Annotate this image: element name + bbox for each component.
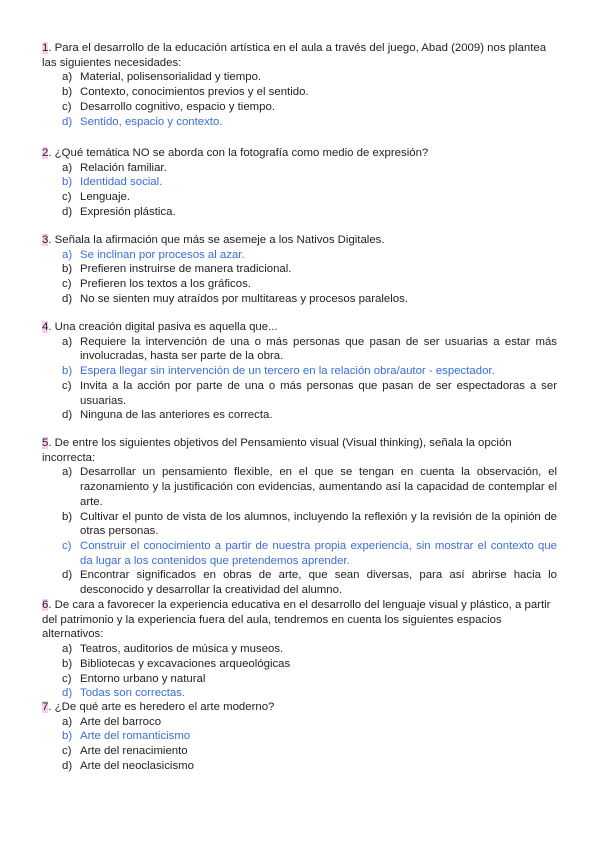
answer-option — [42, 642, 557, 657]
option-label: c) — [62, 379, 72, 392]
answer-option — [42, 277, 557, 292]
option-label: c) — [62, 278, 72, 291]
question-number: 6 — [42, 599, 49, 611]
option-label: d) — [62, 205, 73, 218]
question-stem — [42, 436, 557, 465]
option-text: Invita a la acción por parte de una o más personas que pasan de ser espectadoras a ser usuarias. — [80, 379, 557, 407]
question-2 — [42, 146, 557, 220]
question-number: 2 — [42, 147, 49, 159]
answer-option — [42, 262, 557, 277]
option-text: Arte del neoclasicismo — [80, 759, 194, 772]
option-label: a) — [62, 161, 73, 174]
option-label: b) — [62, 176, 73, 189]
question-stem — [42, 41, 557, 70]
option-text: Expresión plástica. — [80, 205, 176, 218]
option-text: Se inclinan por procesos al azar. — [80, 248, 245, 261]
answer-option — [42, 85, 557, 100]
answer-option — [42, 729, 557, 744]
option-label: a) — [62, 643, 73, 656]
question-stem — [42, 700, 557, 715]
option-text: Prefieren instruirse de manera tradicional. — [80, 263, 292, 276]
answer-option — [42, 568, 557, 597]
question-stem — [42, 598, 557, 642]
answer-option — [42, 292, 557, 307]
option-text: Espera llegar sin intervención de un tercero en la relación obra/autor - espectador. — [80, 365, 495, 378]
question-number: 1 — [42, 42, 49, 54]
option-label: a) — [62, 466, 73, 479]
answer-option — [42, 510, 557, 539]
option-text: Cultivar el punto de vista de los alumnos, incluyendo la reflexión y la revisión de la opinión de otras personas. — [80, 510, 557, 538]
question-stem — [42, 233, 557, 248]
option-label: a) — [62, 71, 73, 84]
answer-option — [42, 248, 557, 263]
question-7 — [42, 700, 557, 774]
answer-option — [42, 408, 557, 423]
answer-option — [42, 539, 557, 568]
answer-option — [42, 205, 557, 220]
option-label: a) — [62, 335, 73, 348]
question-number: 4 — [42, 321, 49, 333]
option-text: Ninguna de las anteriores es correcta. — [80, 409, 273, 422]
answer-option — [42, 161, 557, 176]
option-label: c) — [62, 539, 72, 552]
option-text: Desarrollo cognitivo, espacio y tiempo. — [80, 100, 275, 113]
option-label: b) — [62, 730, 73, 743]
option-label: a) — [62, 715, 73, 728]
option-text: Contexto, conocimientos previos y el sentido. — [80, 86, 309, 99]
option-text: Desarrollar un pensamiento flexible, en el que se tengan en cuenta la observación, el razonamiento y la justificación con evidencias, aumentando así la capacidad de contemplar el arte. — [80, 466, 557, 508]
question-number: 7 — [42, 701, 49, 713]
question-text: . Señala la afirmación que más se asemeje a los Nativos Digitales. — [48, 234, 385, 246]
answer-option — [42, 686, 557, 701]
answer-option — [42, 465, 557, 509]
option-label: b) — [62, 510, 73, 523]
option-text: Arte del renacimiento — [80, 745, 188, 758]
option-text: Encontrar significados en obras de arte, que sean diversas, para así abrirse hacia lo desconocido y desarrollar la creatividad del alumno. — [80, 569, 557, 597]
question-stem — [42, 146, 557, 161]
answer-option — [42, 175, 557, 190]
answer-option — [42, 657, 557, 672]
option-label: b) — [62, 365, 73, 378]
question-text: . Para el desarrollo de la educación artística en el aula a través del juego, Abad (2009) nos plantea las siguientes necesidades: — [42, 42, 547, 69]
option-label: d) — [62, 759, 73, 772]
option-label: d) — [62, 687, 73, 700]
option-label: c) — [62, 672, 72, 685]
option-text: Todas son correctas. — [80, 687, 186, 700]
option-text: Construir el conocimiento a partir de nuestra propia experiencia, sin mostrar el contexto que da lugar a los contenidos que pretendemos aprender. — [80, 539, 557, 567]
answer-option — [42, 364, 557, 379]
option-text: No se sienten muy atraídos por multitareas y procesos paralelos. — [80, 292, 408, 305]
option-text: Teatros, auditorios de música y museos. — [80, 643, 284, 656]
option-text: Bibliotecas y excavaciones arqueológicas — [80, 657, 291, 670]
option-label: b) — [62, 86, 73, 99]
option-text: Sentido, espacio y contexto. — [80, 115, 223, 128]
answer-option — [42, 744, 557, 759]
question-text: . ¿Qué temática NO se aborda con la fotografía como medio de expresión? — [48, 147, 429, 159]
option-label: d) — [62, 409, 73, 422]
question-number: 3 — [42, 234, 49, 246]
option-label: d) — [62, 115, 73, 128]
answer-option — [42, 115, 557, 130]
option-label: d) — [62, 569, 73, 582]
option-text: Arte del romanticismo — [80, 730, 191, 743]
option-label: b) — [62, 263, 73, 276]
answer-option — [42, 759, 557, 774]
question-5 — [42, 436, 557, 598]
option-label: b) — [62, 657, 73, 670]
question-1 — [42, 41, 557, 129]
question-6 — [42, 598, 557, 701]
option-label: d) — [62, 292, 73, 305]
question-3 — [42, 233, 557, 307]
option-text: Prefieren los textos a los gráficos. — [80, 278, 251, 291]
answer-option — [42, 190, 557, 205]
answer-option — [42, 70, 557, 85]
question-text: . ¿De qué arte es heredero el arte moderno? — [48, 701, 275, 713]
answer-option — [42, 379, 557, 408]
answer-option — [42, 100, 557, 115]
option-text: Entorno urbano y natural — [80, 672, 206, 685]
option-text: Requiere la intervención de una o más personas que pasan de ser usuarias a estar más involucradas, hasta ser parte de la obra. — [80, 335, 557, 363]
option-text: Arte del barroco — [80, 715, 162, 728]
answer-option — [42, 335, 557, 364]
question-text: . Una creación digital pasiva es aquella que... — [48, 321, 278, 333]
option-label: c) — [62, 191, 72, 204]
option-text: Material, polisensorialidad y tiempo. — [80, 71, 262, 84]
option-label: c) — [62, 100, 72, 113]
question-4 — [42, 320, 557, 423]
option-label: c) — [62, 745, 72, 758]
option-label: a) — [62, 248, 73, 261]
answer-option — [42, 715, 557, 730]
question-stem — [42, 320, 557, 335]
question-number: 5 — [42, 437, 49, 449]
option-text: Identidad social. — [80, 176, 163, 189]
question-text: . De cara a favorecer la experiencia educativa en el desarrollo del lenguaje visual y plástico, a partir del patrimonio y la experiencia fuera del aula, tendremos en cuenta los siguientes espacios alternativos: — [42, 599, 551, 641]
option-text: Relación familiar. — [80, 161, 167, 174]
answer-option — [42, 672, 557, 687]
question-text: . De entre los siguientes objetivos del Pensamiento visual (Visual thinking), señala la opción incorrecta: — [42, 437, 512, 464]
option-text: Lenguaje. — [80, 191, 131, 204]
